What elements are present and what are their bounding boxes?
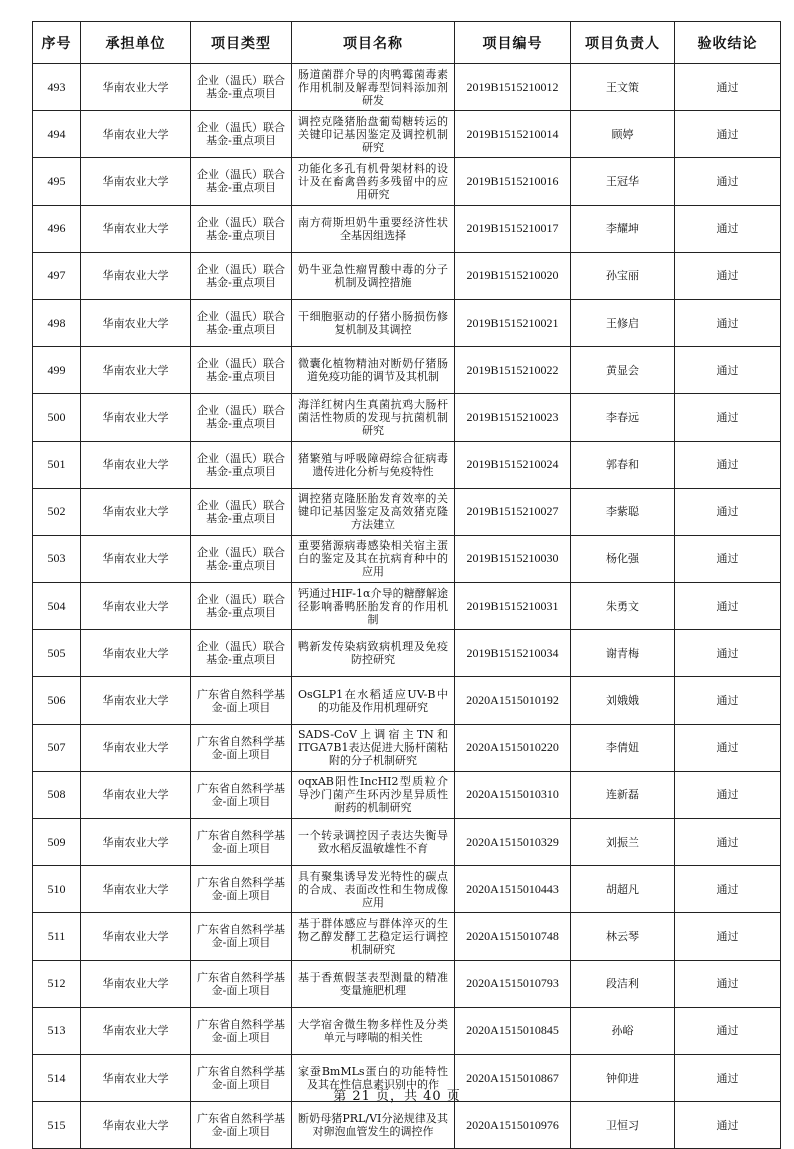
cell-index: 502 xyxy=(33,488,81,535)
cell-code: 2019B1515210034 xyxy=(455,630,571,677)
cell-code: 2020A1515010867 xyxy=(455,1054,571,1101)
cell-leader: 黄显会 xyxy=(571,347,675,394)
cell-unit: 华南农业大学 xyxy=(81,205,191,252)
cell-name: 大学宿舍微生物多样性及分类单元与哮喘的相关性 xyxy=(292,1007,455,1054)
cell-leader: 杨化强 xyxy=(571,535,675,582)
cell-index: 513 xyxy=(33,1007,81,1054)
cell-index: 509 xyxy=(33,819,81,866)
cell-name: 南方荷斯坦奶牛重要经济性状全基因组选择 xyxy=(292,205,455,252)
cell-result: 通过 xyxy=(675,441,781,488)
cell-index: 498 xyxy=(33,299,81,346)
cell-index: 494 xyxy=(33,111,81,158)
cell-result: 通过 xyxy=(675,724,781,771)
table-row xyxy=(33,158,781,205)
cell-type: 企业（温氏）联合基金-重点项目 xyxy=(191,347,292,394)
cell-type: 广东省自然科学基金-面上项目 xyxy=(191,960,292,1007)
cell-index: 510 xyxy=(33,866,81,913)
cell-result: 通过 xyxy=(675,394,781,441)
cell-result: 通过 xyxy=(675,347,781,394)
cell-code: 2020A1515010793 xyxy=(455,960,571,1007)
cell-type: 广东省自然科学基金-面上项目 xyxy=(191,913,292,960)
cell-leader: 谢青梅 xyxy=(571,630,675,677)
table-row xyxy=(33,252,781,299)
cell-type: 广东省自然科学基金-面上项目 xyxy=(191,771,292,818)
cell-index: 496 xyxy=(33,205,81,252)
cell-index: 501 xyxy=(33,441,81,488)
cell-unit: 华南农业大学 xyxy=(81,64,191,111)
cell-leader: 刘娥娥 xyxy=(571,677,675,724)
cell-unit: 华南农业大学 xyxy=(81,630,191,677)
cell-leader: 王冠华 xyxy=(571,158,675,205)
table-row xyxy=(33,441,781,488)
cell-name: 钙通过HIF-1α介导的糖酵解途径影响番鸭胚胎发育的作用机制 xyxy=(292,583,455,630)
cell-type: 广东省自然科学基金-面上项目 xyxy=(191,1102,292,1149)
cell-index: 500 xyxy=(33,394,81,441)
cell-leader: 王文策 xyxy=(571,64,675,111)
table-row xyxy=(33,535,781,582)
cell-result: 通过 xyxy=(675,960,781,1007)
cell-index: 514 xyxy=(33,1054,81,1101)
table-row xyxy=(33,1007,781,1054)
table-row xyxy=(33,630,781,677)
cell-index: 493 xyxy=(33,64,81,111)
cell-leader: 郭春和 xyxy=(571,441,675,488)
cell-type: 广东省自然科学基金-面上项目 xyxy=(191,1054,292,1101)
cell-leader: 朱勇文 xyxy=(571,583,675,630)
cell-leader: 顾婷 xyxy=(571,111,675,158)
cell-code: 2019B1515210027 xyxy=(455,488,571,535)
cell-result: 通过 xyxy=(675,771,781,818)
cell-name: 基于群体感应与群体淬灭的生物乙醇发酵工艺稳定运行调控机制研究 xyxy=(292,913,455,960)
table-row xyxy=(33,1102,781,1149)
cell-type: 企业（温氏）联合基金-重点项目 xyxy=(191,299,292,346)
cell-name: 奶牛亚急性瘤胃酸中毒的分子机制及调控措施 xyxy=(292,252,455,299)
cell-code: 2020A1515010748 xyxy=(455,913,571,960)
table-row xyxy=(33,205,781,252)
table-body xyxy=(33,64,781,1149)
cell-code: 2020A1515010220 xyxy=(455,724,571,771)
cell-code: 2019B1515210016 xyxy=(455,158,571,205)
cell-index: 511 xyxy=(33,913,81,960)
cell-name: OsGLP1在水稻适应UV-B中的功能及作用机理研究 xyxy=(292,677,455,724)
cell-unit: 华南农业大学 xyxy=(81,583,191,630)
table-row xyxy=(33,488,781,535)
cell-type: 企业（温氏）联合基金-重点项目 xyxy=(191,441,292,488)
header-index: 序号 xyxy=(33,22,81,64)
cell-index: 499 xyxy=(33,347,81,394)
cell-leader: 孙峪 xyxy=(571,1007,675,1054)
cell-result: 通过 xyxy=(675,488,781,535)
cell-code: 2019B1515210022 xyxy=(455,347,571,394)
table-row xyxy=(33,960,781,1007)
cell-code: 2019B1515210023 xyxy=(455,394,571,441)
cell-type: 企业（温氏）联合基金-重点项目 xyxy=(191,583,292,630)
table-row xyxy=(33,771,781,818)
cell-type: 企业（温氏）联合基金-重点项目 xyxy=(191,488,292,535)
cell-result: 通过 xyxy=(675,819,781,866)
cell-code: 2019B1515210030 xyxy=(455,535,571,582)
cell-name: 具有聚集诱导发光特性的碳点的合成、表面改性和生物成像应用 xyxy=(292,866,455,913)
cell-code: 2019B1515210031 xyxy=(455,583,571,630)
cell-leader: 钟仰进 xyxy=(571,1054,675,1101)
cell-name: 微囊化植物精油对断奶仔猪肠道免疫功能的调节及其机制 xyxy=(292,347,455,394)
cell-name: SADS-CoV上调宿主TN和ITGA7B1表达促进大肠杆菌粘附的分子机制研究 xyxy=(292,724,455,771)
cell-result: 通过 xyxy=(675,205,781,252)
cell-leader: 卫恒习 xyxy=(571,1102,675,1149)
table-row xyxy=(33,111,781,158)
cell-index: 512 xyxy=(33,960,81,1007)
project-table-container xyxy=(32,21,781,1149)
cell-leader: 王修启 xyxy=(571,299,675,346)
cell-type: 企业（温氏）联合基金-重点项目 xyxy=(191,394,292,441)
cell-name: 海洋红树内生真菌抗鸡大肠杆菌活性物质的发现与抗菌机制研究 xyxy=(292,394,455,441)
header-name: 项目名称 xyxy=(292,22,455,64)
cell-leader: 胡超凡 xyxy=(571,866,675,913)
cell-result: 通过 xyxy=(675,583,781,630)
cell-index: 507 xyxy=(33,724,81,771)
cell-result: 通过 xyxy=(675,64,781,111)
cell-type: 企业（温氏）联合基金-重点项目 xyxy=(191,205,292,252)
cell-type: 广东省自然科学基金-面上项目 xyxy=(191,866,292,913)
cell-code: 2020A1515010976 xyxy=(455,1102,571,1149)
cell-code: 2019B1515210024 xyxy=(455,441,571,488)
cell-unit: 华南农业大学 xyxy=(81,913,191,960)
table-row xyxy=(33,724,781,771)
cell-name: 断奶母猪PRL/VI分泌规律及其对卵泡血管发生的调控作 xyxy=(292,1102,455,1149)
cell-type: 广东省自然科学基金-面上项目 xyxy=(191,819,292,866)
cell-unit: 华南农业大学 xyxy=(81,252,191,299)
cell-unit: 华南农业大学 xyxy=(81,394,191,441)
cell-type: 企业（温氏）联合基金-重点项目 xyxy=(191,158,292,205)
cell-index: 508 xyxy=(33,771,81,818)
cell-name: 家蚕BmMLs蛋白的功能特性及其在性信息素识别中的作 xyxy=(292,1054,455,1101)
cell-result: 通过 xyxy=(675,535,781,582)
cell-type: 企业（温氏）联合基金-重点项目 xyxy=(191,535,292,582)
cell-result: 通过 xyxy=(675,866,781,913)
cell-code: 2019B1515210012 xyxy=(455,64,571,111)
cell-index: 503 xyxy=(33,535,81,582)
cell-index: 504 xyxy=(33,583,81,630)
cell-unit: 华南农业大学 xyxy=(81,771,191,818)
cell-unit: 华南农业大学 xyxy=(81,819,191,866)
cell-code: 2020A1515010310 xyxy=(455,771,571,818)
cell-result: 通过 xyxy=(675,913,781,960)
cell-result: 通过 xyxy=(675,677,781,724)
table-row xyxy=(33,299,781,346)
project-acceptance-table xyxy=(32,21,781,1149)
cell-leader: 李耀坤 xyxy=(571,205,675,252)
table-row xyxy=(33,583,781,630)
cell-name: 猪繁殖与呼吸障碍综合征病毒遗传进化分析与免疫特性 xyxy=(292,441,455,488)
cell-code: 2019B1515210017 xyxy=(455,205,571,252)
cell-leader: 李春远 xyxy=(571,394,675,441)
cell-unit: 华南农业大学 xyxy=(81,724,191,771)
cell-unit: 华南农业大学 xyxy=(81,1054,191,1101)
header-leader: 项目负责人 xyxy=(571,22,675,64)
table-row xyxy=(33,677,781,724)
cell-result: 通过 xyxy=(675,1007,781,1054)
cell-unit: 华南农业大学 xyxy=(81,111,191,158)
header-code: 项目编号 xyxy=(455,22,571,64)
cell-leader: 李紫聪 xyxy=(571,488,675,535)
cell-code: 2019B1515210014 xyxy=(455,111,571,158)
cell-name: 重要猪源病毒感染相关宿主蛋白的鉴定及其在抗病育种中的应用 xyxy=(292,535,455,582)
cell-result: 通过 xyxy=(675,252,781,299)
cell-unit: 华南农业大学 xyxy=(81,535,191,582)
cell-name: 基于香蕉假茎表型测量的精准变量施肥机理 xyxy=(292,960,455,1007)
cell-type: 企业（温氏）联合基金-重点项目 xyxy=(191,630,292,677)
cell-result: 通过 xyxy=(675,630,781,677)
cell-unit: 华南农业大学 xyxy=(81,158,191,205)
cell-index: 515 xyxy=(33,1102,81,1149)
table-header-row xyxy=(33,22,781,64)
cell-index: 505 xyxy=(33,630,81,677)
cell-unit: 华南农业大学 xyxy=(81,299,191,346)
cell-leader: 李倩妞 xyxy=(571,724,675,771)
cell-index: 506 xyxy=(33,677,81,724)
cell-name: 鸭新发传染病致病机理及免疫防控研究 xyxy=(292,630,455,677)
cell-code: 2020A1515010329 xyxy=(455,819,571,866)
cell-type: 广东省自然科学基金-面上项目 xyxy=(191,677,292,724)
table-row xyxy=(33,819,781,866)
cell-unit: 华南农业大学 xyxy=(81,677,191,724)
table-row xyxy=(33,394,781,441)
table-row xyxy=(33,866,781,913)
table-row xyxy=(33,913,781,960)
cell-type: 广东省自然科学基金-面上项目 xyxy=(191,724,292,771)
cell-name: 调控猪克隆胚胎发育效率的关键印记基因鉴定及高效猪克隆方法建立 xyxy=(292,488,455,535)
cell-leader: 连新磊 xyxy=(571,771,675,818)
cell-code: 2019B1515210020 xyxy=(455,252,571,299)
cell-type: 企业（温氏）联合基金-重点项目 xyxy=(191,64,292,111)
cell-name: 调控克隆猪胎盘葡萄糖转运的关键印记基因鉴定及调控机制研究 xyxy=(292,111,455,158)
cell-result: 通过 xyxy=(675,299,781,346)
cell-leader: 刘振兰 xyxy=(571,819,675,866)
cell-unit: 华南农业大学 xyxy=(81,866,191,913)
cell-result: 通过 xyxy=(675,111,781,158)
cell-code: 2020A1515010192 xyxy=(455,677,571,724)
table-row xyxy=(33,347,781,394)
cell-code: 2020A1515010845 xyxy=(455,1007,571,1054)
header-type: 项目类型 xyxy=(191,22,292,64)
cell-unit: 华南农业大学 xyxy=(81,488,191,535)
cell-type: 企业（温氏）联合基金-重点项目 xyxy=(191,252,292,299)
cell-name: 功能化多孔有机骨架材料的设计及在畜禽兽药多残留中的应用研究 xyxy=(292,158,455,205)
header-result: 验收结论 xyxy=(675,22,781,64)
cell-name: oqxAB阳性IncHI2型质粒介导沙门菌产生环丙沙星异质性耐药的机制研究 xyxy=(292,771,455,818)
cell-result: 通过 xyxy=(675,158,781,205)
cell-unit: 华南农业大学 xyxy=(81,441,191,488)
cell-code: 2019B1515210021 xyxy=(455,299,571,346)
cell-leader: 段洁利 xyxy=(571,960,675,1007)
cell-name: 一个转录调控因子表达失衡导致水稻反温敏雄性不育 xyxy=(292,819,455,866)
cell-name: 肠道菌群介导的肉鸭霉菌毒素作用机制及解毒型饲料添加剂研发 xyxy=(292,64,455,111)
header-unit: 承担单位 xyxy=(81,22,191,64)
cell-unit: 华南农业大学 xyxy=(81,1102,191,1149)
cell-name: 干细胞驱动的仔猪小肠损伤修复机制及其调控 xyxy=(292,299,455,346)
cell-index: 497 xyxy=(33,252,81,299)
cell-leader: 林云琴 xyxy=(571,913,675,960)
cell-unit: 华南农业大学 xyxy=(81,1007,191,1054)
cell-type: 广东省自然科学基金-面上项目 xyxy=(191,1007,292,1054)
table-row xyxy=(33,64,781,111)
cell-code: 2020A1515010443 xyxy=(455,866,571,913)
cell-leader: 孙宝丽 xyxy=(571,252,675,299)
cell-type: 企业（温氏）联合基金-重点项目 xyxy=(191,111,292,158)
cell-unit: 华南农业大学 xyxy=(81,347,191,394)
page-footer: 第 21 页，共 40 页 xyxy=(333,1089,461,1104)
cell-result: 通过 xyxy=(675,1054,781,1101)
cell-unit: 华南农业大学 xyxy=(81,960,191,1007)
cell-result: 通过 xyxy=(675,1102,781,1149)
cell-index: 495 xyxy=(33,158,81,205)
